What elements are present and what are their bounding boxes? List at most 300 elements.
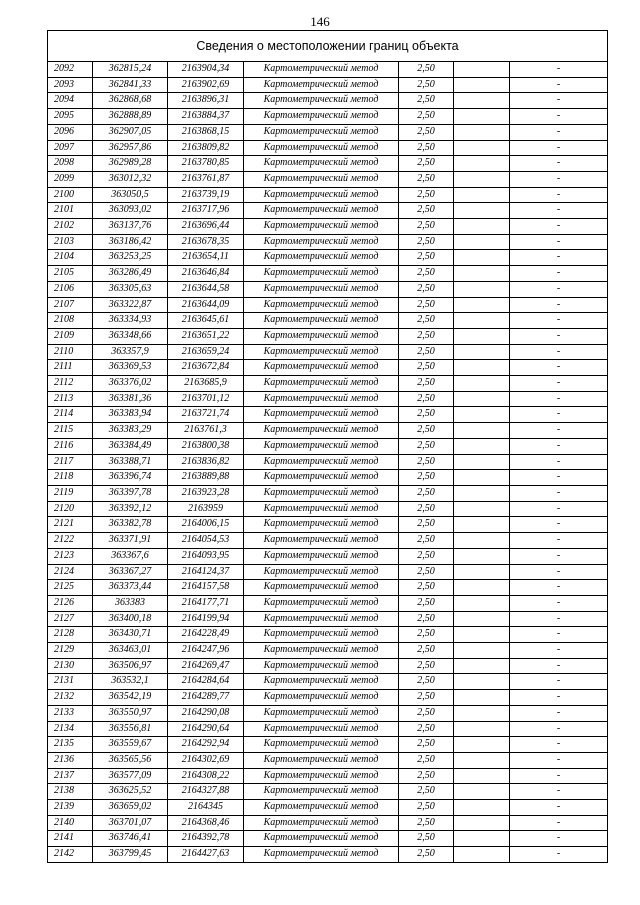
table-title: Сведения о местоположении границ объекта bbox=[48, 31, 608, 62]
description-cell bbox=[454, 737, 510, 753]
accuracy-cell: 2,50 bbox=[399, 250, 454, 266]
page-number: 146 bbox=[310, 14, 330, 29]
note-cell: - bbox=[510, 281, 608, 297]
description-cell bbox=[454, 313, 510, 329]
x-coordinate-cell: 363388,71 bbox=[93, 454, 168, 470]
x-coordinate-cell: 363367,27 bbox=[93, 564, 168, 580]
x-coordinate-cell: 362989,28 bbox=[93, 156, 168, 172]
description-cell bbox=[454, 250, 510, 266]
y-coordinate-cell: 2164006,15 bbox=[168, 517, 244, 533]
table-row bbox=[48, 156, 608, 172]
point-number-cell: 2142 bbox=[48, 847, 93, 863]
description-cell bbox=[454, 124, 510, 140]
description-cell bbox=[454, 171, 510, 187]
accuracy-cell: 2,50 bbox=[399, 328, 454, 344]
point-number-cell: 2121 bbox=[48, 517, 93, 533]
note-cell: - bbox=[510, 831, 608, 847]
x-coordinate-cell: 363550,97 bbox=[93, 705, 168, 721]
point-number-cell: 2103 bbox=[48, 234, 93, 250]
note-cell: - bbox=[510, 187, 608, 203]
accuracy-cell: 2,50 bbox=[399, 171, 454, 187]
y-coordinate-cell: 2163678,35 bbox=[168, 234, 244, 250]
x-coordinate-cell: 363506,97 bbox=[93, 658, 168, 674]
description-cell bbox=[454, 454, 510, 470]
description-cell bbox=[454, 62, 510, 78]
point-number-cell: 2129 bbox=[48, 643, 93, 659]
accuracy-cell: 2,50 bbox=[399, 658, 454, 674]
table-row bbox=[48, 313, 608, 329]
description-cell bbox=[454, 297, 510, 313]
accuracy-cell: 2,50 bbox=[399, 674, 454, 690]
x-coordinate-cell: 363253,25 bbox=[93, 250, 168, 266]
point-number-cell: 2120 bbox=[48, 501, 93, 517]
description-cell bbox=[454, 203, 510, 219]
description-cell bbox=[454, 109, 510, 125]
table-row bbox=[48, 595, 608, 611]
y-coordinate-cell: 2163809,82 bbox=[168, 140, 244, 156]
x-coordinate-cell: 363012,32 bbox=[93, 171, 168, 187]
method-cell: Картометрический метод bbox=[244, 564, 399, 580]
description-cell bbox=[454, 219, 510, 235]
accuracy-cell: 2,50 bbox=[399, 611, 454, 627]
point-number-cell: 2100 bbox=[48, 187, 93, 203]
method-cell: Картометрический метод bbox=[244, 595, 399, 611]
point-number-cell: 2113 bbox=[48, 391, 93, 407]
table-row bbox=[48, 140, 608, 156]
note-cell: - bbox=[510, 124, 608, 140]
y-coordinate-cell: 2163696,44 bbox=[168, 219, 244, 235]
y-coordinate-cell: 2164392,78 bbox=[168, 831, 244, 847]
table-row bbox=[48, 721, 608, 737]
accuracy-cell: 2,50 bbox=[399, 580, 454, 596]
point-number-cell: 2139 bbox=[48, 800, 93, 816]
y-coordinate-cell: 2163896,31 bbox=[168, 93, 244, 109]
point-number-cell: 2132 bbox=[48, 690, 93, 706]
method-cell: Картометрический метод bbox=[244, 77, 399, 93]
note-cell: - bbox=[510, 768, 608, 784]
description-cell bbox=[454, 360, 510, 376]
description-cell bbox=[454, 485, 510, 501]
accuracy-cell: 2,50 bbox=[399, 564, 454, 580]
x-coordinate-cell: 363383,94 bbox=[93, 407, 168, 423]
y-coordinate-cell: 2164368,46 bbox=[168, 815, 244, 831]
y-coordinate-cell: 2164054,53 bbox=[168, 533, 244, 549]
accuracy-cell: 2,50 bbox=[399, 124, 454, 140]
note-cell: - bbox=[510, 266, 608, 282]
accuracy-cell: 2,50 bbox=[399, 721, 454, 737]
table-row bbox=[48, 297, 608, 313]
x-coordinate-cell: 363367,6 bbox=[93, 548, 168, 564]
description-cell bbox=[454, 784, 510, 800]
x-coordinate-cell: 363532,1 bbox=[93, 674, 168, 690]
table-row bbox=[48, 328, 608, 344]
table-row bbox=[48, 815, 608, 831]
method-cell: Картометрический метод bbox=[244, 376, 399, 392]
x-coordinate-cell: 363383 bbox=[93, 595, 168, 611]
point-number-cell: 2116 bbox=[48, 438, 93, 454]
description-cell bbox=[454, 690, 510, 706]
point-number-cell: 2101 bbox=[48, 203, 93, 219]
note-cell: - bbox=[510, 423, 608, 439]
x-coordinate-cell: 363382,78 bbox=[93, 517, 168, 533]
note-cell: - bbox=[510, 109, 608, 125]
accuracy-cell: 2,50 bbox=[399, 470, 454, 486]
note-cell: - bbox=[510, 548, 608, 564]
note-cell: - bbox=[510, 752, 608, 768]
description-cell bbox=[454, 470, 510, 486]
point-number-cell: 2122 bbox=[48, 533, 93, 549]
accuracy-cell: 2,50 bbox=[399, 156, 454, 172]
boundary-table bbox=[47, 30, 608, 863]
note-cell: - bbox=[510, 564, 608, 580]
method-cell: Картометрический метод bbox=[244, 156, 399, 172]
accuracy-cell: 2,50 bbox=[399, 517, 454, 533]
accuracy-cell: 2,50 bbox=[399, 784, 454, 800]
table-row bbox=[48, 737, 608, 753]
x-coordinate-cell: 363050,5 bbox=[93, 187, 168, 203]
table-row bbox=[48, 517, 608, 533]
y-coordinate-cell: 2163761,87 bbox=[168, 171, 244, 187]
x-coordinate-cell: 362957,86 bbox=[93, 140, 168, 156]
point-number-cell: 2135 bbox=[48, 737, 93, 753]
table-row bbox=[48, 407, 608, 423]
table-row bbox=[48, 423, 608, 439]
note-cell: - bbox=[510, 580, 608, 596]
accuracy-cell: 2,50 bbox=[399, 407, 454, 423]
note-cell: - bbox=[510, 627, 608, 643]
note-cell: - bbox=[510, 344, 608, 360]
method-cell: Картометрический метод bbox=[244, 407, 399, 423]
method-cell: Картометрический метод bbox=[244, 250, 399, 266]
point-number-cell: 2138 bbox=[48, 784, 93, 800]
table-row bbox=[48, 831, 608, 847]
method-cell: Картометрический метод bbox=[244, 815, 399, 831]
x-coordinate-cell: 363577,09 bbox=[93, 768, 168, 784]
method-cell: Картометрический метод bbox=[244, 391, 399, 407]
description-cell bbox=[454, 643, 510, 659]
y-coordinate-cell: 2163644,09 bbox=[168, 297, 244, 313]
description-cell bbox=[454, 564, 510, 580]
x-coordinate-cell: 363383,29 bbox=[93, 423, 168, 439]
table-row bbox=[48, 203, 608, 219]
note-cell: - bbox=[510, 815, 608, 831]
method-cell: Картометрический метод bbox=[244, 344, 399, 360]
x-coordinate-cell: 363542,19 bbox=[93, 690, 168, 706]
x-coordinate-cell: 363397,78 bbox=[93, 485, 168, 501]
accuracy-cell: 2,50 bbox=[399, 140, 454, 156]
method-cell: Картометрический метод bbox=[244, 517, 399, 533]
method-cell: Картометрический метод bbox=[244, 93, 399, 109]
table-row bbox=[48, 564, 608, 580]
method-cell: Картометрический метод bbox=[244, 454, 399, 470]
method-cell: Картометрический метод bbox=[244, 297, 399, 313]
description-cell bbox=[454, 548, 510, 564]
x-coordinate-cell: 363381,36 bbox=[93, 391, 168, 407]
note-cell: - bbox=[510, 93, 608, 109]
y-coordinate-cell: 2163836,82 bbox=[168, 454, 244, 470]
accuracy-cell: 2,50 bbox=[399, 344, 454, 360]
note-cell: - bbox=[510, 203, 608, 219]
table-row bbox=[48, 124, 608, 140]
accuracy-cell: 2,50 bbox=[399, 454, 454, 470]
point-number-cell: 2140 bbox=[48, 815, 93, 831]
note-cell: - bbox=[510, 156, 608, 172]
description-cell bbox=[454, 281, 510, 297]
method-cell: Картометрический метод bbox=[244, 548, 399, 564]
table-row bbox=[48, 768, 608, 784]
method-cell: Картометрический метод bbox=[244, 721, 399, 737]
method-cell: Картометрический метод bbox=[244, 752, 399, 768]
note-cell: - bbox=[510, 470, 608, 486]
y-coordinate-cell: 2163904,34 bbox=[168, 62, 244, 78]
table-row bbox=[48, 62, 608, 78]
accuracy-cell: 2,50 bbox=[399, 800, 454, 816]
table-row bbox=[48, 171, 608, 187]
table-row bbox=[48, 360, 608, 376]
accuracy-cell: 2,50 bbox=[399, 595, 454, 611]
y-coordinate-cell: 2163701,12 bbox=[168, 391, 244, 407]
x-coordinate-cell: 363625,52 bbox=[93, 784, 168, 800]
table-row bbox=[48, 219, 608, 235]
method-cell: Картометрический метод bbox=[244, 140, 399, 156]
y-coordinate-cell: 2164427,63 bbox=[168, 847, 244, 863]
point-number-cell: 2131 bbox=[48, 674, 93, 690]
y-coordinate-cell: 2163721,74 bbox=[168, 407, 244, 423]
method-cell: Картометрический метод bbox=[244, 847, 399, 863]
y-coordinate-cell: 2164157,58 bbox=[168, 580, 244, 596]
point-number-cell: 2104 bbox=[48, 250, 93, 266]
table-row bbox=[48, 627, 608, 643]
description-cell bbox=[454, 234, 510, 250]
table-row bbox=[48, 391, 608, 407]
y-coordinate-cell: 2163884,37 bbox=[168, 109, 244, 125]
point-number-cell: 2097 bbox=[48, 140, 93, 156]
x-coordinate-cell: 363384,49 bbox=[93, 438, 168, 454]
table-row bbox=[48, 533, 608, 549]
point-number-cell: 2094 bbox=[48, 93, 93, 109]
y-coordinate-cell: 2164308,22 bbox=[168, 768, 244, 784]
table-row bbox=[48, 705, 608, 721]
method-cell: Картометрический метод bbox=[244, 109, 399, 125]
table-row bbox=[48, 674, 608, 690]
method-cell: Картометрический метод bbox=[244, 281, 399, 297]
table-row bbox=[48, 454, 608, 470]
description-cell bbox=[454, 580, 510, 596]
y-coordinate-cell: 2163780,85 bbox=[168, 156, 244, 172]
y-coordinate-cell: 2163644,58 bbox=[168, 281, 244, 297]
x-coordinate-cell: 362841,33 bbox=[93, 77, 168, 93]
y-coordinate-cell: 2163902,69 bbox=[168, 77, 244, 93]
method-cell: Картометрический метод bbox=[244, 234, 399, 250]
point-number-cell: 2112 bbox=[48, 376, 93, 392]
accuracy-cell: 2,50 bbox=[399, 109, 454, 125]
y-coordinate-cell: 2163923,28 bbox=[168, 485, 244, 501]
description-cell bbox=[454, 77, 510, 93]
point-number-cell: 2126 bbox=[48, 595, 93, 611]
table-row bbox=[48, 266, 608, 282]
method-cell: Картометрический метод bbox=[244, 831, 399, 847]
note-cell: - bbox=[510, 454, 608, 470]
x-coordinate-cell: 363396,74 bbox=[93, 470, 168, 486]
table-row bbox=[48, 847, 608, 863]
method-cell: Картометрический метод bbox=[244, 658, 399, 674]
table-row bbox=[48, 784, 608, 800]
x-coordinate-cell: 363371,91 bbox=[93, 533, 168, 549]
note-cell: - bbox=[510, 407, 608, 423]
y-coordinate-cell: 2164228,49 bbox=[168, 627, 244, 643]
x-coordinate-cell: 363286,49 bbox=[93, 266, 168, 282]
point-number-cell: 2118 bbox=[48, 470, 93, 486]
x-coordinate-cell: 363701,07 bbox=[93, 815, 168, 831]
point-number-cell: 2125 bbox=[48, 580, 93, 596]
y-coordinate-cell: 2164289,77 bbox=[168, 690, 244, 706]
point-number-cell: 2133 bbox=[48, 705, 93, 721]
note-cell: - bbox=[510, 800, 608, 816]
description-cell bbox=[454, 328, 510, 344]
x-coordinate-cell: 363186,42 bbox=[93, 234, 168, 250]
note-cell: - bbox=[510, 705, 608, 721]
note-cell: - bbox=[510, 721, 608, 737]
note-cell: - bbox=[510, 171, 608, 187]
point-number-cell: 2128 bbox=[48, 627, 93, 643]
note-cell: - bbox=[510, 784, 608, 800]
accuracy-cell: 2,50 bbox=[399, 77, 454, 93]
table-row bbox=[48, 643, 608, 659]
method-cell: Картометрический метод bbox=[244, 784, 399, 800]
note-cell: - bbox=[510, 376, 608, 392]
y-coordinate-cell: 2163659,24 bbox=[168, 344, 244, 360]
x-coordinate-cell: 363322,87 bbox=[93, 297, 168, 313]
point-number-cell: 2115 bbox=[48, 423, 93, 439]
y-coordinate-cell: 2164327,88 bbox=[168, 784, 244, 800]
point-number-cell: 2111 bbox=[48, 360, 93, 376]
note-cell: - bbox=[510, 485, 608, 501]
table-row bbox=[48, 109, 608, 125]
point-number-cell: 2110 bbox=[48, 344, 93, 360]
y-coordinate-cell: 2163739,19 bbox=[168, 187, 244, 203]
table-row bbox=[48, 376, 608, 392]
note-cell: - bbox=[510, 219, 608, 235]
description-cell bbox=[454, 831, 510, 847]
table-row bbox=[48, 250, 608, 266]
description-cell bbox=[454, 752, 510, 768]
note-cell: - bbox=[510, 517, 608, 533]
method-cell: Картометрический метод bbox=[244, 580, 399, 596]
note-cell: - bbox=[510, 438, 608, 454]
accuracy-cell: 2,50 bbox=[399, 831, 454, 847]
y-coordinate-cell: 2163672,84 bbox=[168, 360, 244, 376]
note-cell: - bbox=[510, 737, 608, 753]
y-coordinate-cell: 2163868,15 bbox=[168, 124, 244, 140]
description-cell bbox=[454, 815, 510, 831]
method-cell: Картометрический метод bbox=[244, 124, 399, 140]
description-cell bbox=[454, 391, 510, 407]
y-coordinate-cell: 2164177,71 bbox=[168, 595, 244, 611]
y-coordinate-cell: 2163800,38 bbox=[168, 438, 244, 454]
description-cell bbox=[454, 501, 510, 517]
accuracy-cell: 2,50 bbox=[399, 627, 454, 643]
x-coordinate-cell: 363430,71 bbox=[93, 627, 168, 643]
point-number-cell: 2130 bbox=[48, 658, 93, 674]
accuracy-cell: 2,50 bbox=[399, 360, 454, 376]
description-cell bbox=[454, 93, 510, 109]
note-cell: - bbox=[510, 674, 608, 690]
table-row bbox=[48, 501, 608, 517]
method-cell: Картометрический метод bbox=[244, 643, 399, 659]
point-number-cell: 2107 bbox=[48, 297, 93, 313]
point-number-cell: 2093 bbox=[48, 77, 93, 93]
method-cell: Картометрический метод bbox=[244, 203, 399, 219]
note-cell: - bbox=[510, 847, 608, 863]
table-row bbox=[48, 690, 608, 706]
x-coordinate-cell: 363565,56 bbox=[93, 752, 168, 768]
note-cell: - bbox=[510, 77, 608, 93]
method-cell: Картометрический метод bbox=[244, 501, 399, 517]
y-coordinate-cell: 2163717,96 bbox=[168, 203, 244, 219]
description-cell bbox=[454, 156, 510, 172]
description-cell bbox=[454, 517, 510, 533]
accuracy-cell: 2,50 bbox=[399, 62, 454, 78]
note-cell: - bbox=[510, 234, 608, 250]
y-coordinate-cell: 2164247,96 bbox=[168, 643, 244, 659]
table-body bbox=[48, 62, 608, 863]
point-number-cell: 2092 bbox=[48, 62, 93, 78]
note-cell: - bbox=[510, 140, 608, 156]
description-cell bbox=[454, 721, 510, 737]
y-coordinate-cell: 2164269,47 bbox=[168, 658, 244, 674]
point-number-cell: 2136 bbox=[48, 752, 93, 768]
description-cell bbox=[454, 533, 510, 549]
method-cell: Картометрический метод bbox=[244, 328, 399, 344]
method-cell: Картометрический метод bbox=[244, 438, 399, 454]
description-cell bbox=[454, 438, 510, 454]
x-coordinate-cell: 362815,24 bbox=[93, 62, 168, 78]
accuracy-cell: 2,50 bbox=[399, 376, 454, 392]
point-number-cell: 2124 bbox=[48, 564, 93, 580]
y-coordinate-cell: 2164345 bbox=[168, 800, 244, 816]
note-cell: - bbox=[510, 313, 608, 329]
note-cell: - bbox=[510, 643, 608, 659]
note-cell: - bbox=[510, 328, 608, 344]
table-row bbox=[48, 93, 608, 109]
table-row bbox=[48, 611, 608, 627]
point-number-cell: 2098 bbox=[48, 156, 93, 172]
table-row bbox=[48, 77, 608, 93]
y-coordinate-cell: 2163761,3 bbox=[168, 423, 244, 439]
x-coordinate-cell: 363348,66 bbox=[93, 328, 168, 344]
x-coordinate-cell: 363659,02 bbox=[93, 800, 168, 816]
y-coordinate-cell: 2164290,08 bbox=[168, 705, 244, 721]
point-number-cell: 2117 bbox=[48, 454, 93, 470]
method-cell: Картометрический метод bbox=[244, 171, 399, 187]
x-coordinate-cell: 363392,12 bbox=[93, 501, 168, 517]
description-cell bbox=[454, 407, 510, 423]
y-coordinate-cell: 2163959 bbox=[168, 501, 244, 517]
description-cell bbox=[454, 847, 510, 863]
x-coordinate-cell: 363746,41 bbox=[93, 831, 168, 847]
y-coordinate-cell: 2163889,88 bbox=[168, 470, 244, 486]
point-number-cell: 2099 bbox=[48, 171, 93, 187]
y-coordinate-cell: 2163645,61 bbox=[168, 313, 244, 329]
description-cell bbox=[454, 595, 510, 611]
note-cell: - bbox=[510, 297, 608, 313]
x-coordinate-cell: 363376,02 bbox=[93, 376, 168, 392]
accuracy-cell: 2,50 bbox=[399, 705, 454, 721]
table-title-row bbox=[48, 31, 608, 62]
table-row bbox=[48, 438, 608, 454]
x-coordinate-cell: 363556,81 bbox=[93, 721, 168, 737]
y-coordinate-cell: 2163646,84 bbox=[168, 266, 244, 282]
